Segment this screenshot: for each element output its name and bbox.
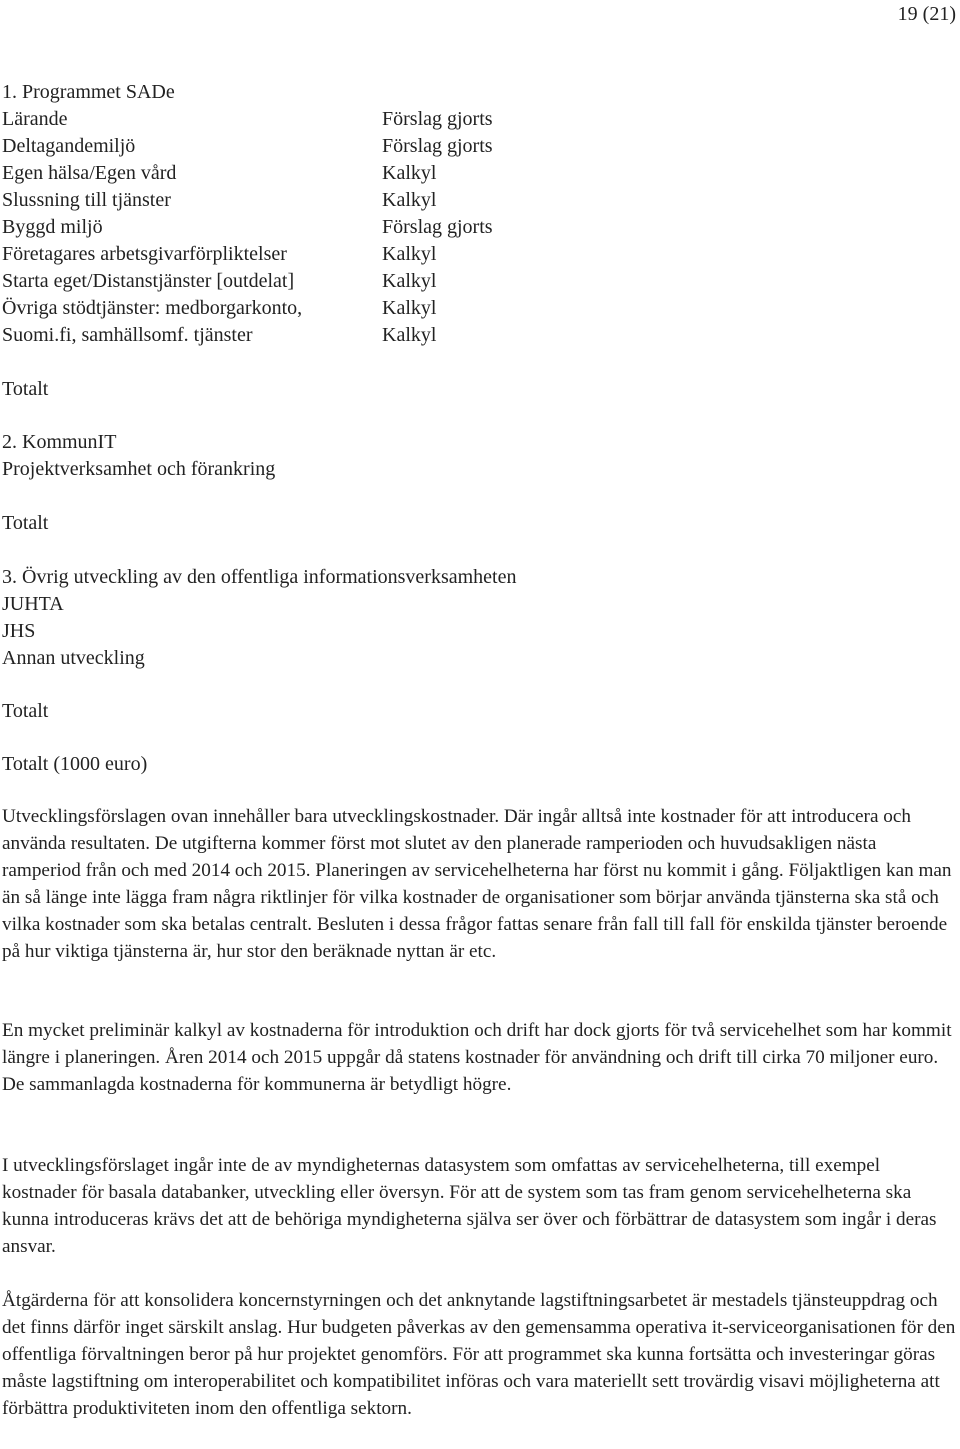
body-paragraph: Åtgärderna för att konsolidera koncernstyrningen och det anknytande lagstiftningsarbetet är mestadels tjänsteuppdrag och det finns därför inget särskilt anslag. Hur budgeten påverkas av den gemensamma operativa it-serviceorganisationen för den offentliga förvaltningen beror på hur projektet genomförs. För att programmet ska kunna fortsätta och investeringar göras måste lagstiftning om interoperabilitet och kompatibilitet införas och vara materiellt sett trovärdig visavi möjligheterna att förbättra produktiviteten inom den offentliga sektorn. bbox=[2, 1290, 956, 1419]
section1-row-status: Förslag gjorts bbox=[382, 216, 493, 238]
section1-row-label: Deltagandemiljö bbox=[2, 135, 136, 157]
section1-row-status: Kalkyl bbox=[382, 189, 437, 211]
section1-row-label: Lärande bbox=[2, 108, 68, 130]
section1-row-status: Förslag gjorts bbox=[382, 135, 493, 157]
section1-row-label: Företagares arbetsgivarförpliktelser bbox=[2, 243, 287, 265]
section2-heading: 2. KommunIT bbox=[2, 431, 117, 453]
section1-row-label: Slussning till tjänster bbox=[2, 189, 171, 211]
section1-total: Totalt bbox=[2, 378, 49, 400]
grand-total: Totalt (1000 euro) bbox=[2, 753, 148, 775]
section1-row-label: Egen hälsa/Egen vård bbox=[2, 162, 177, 184]
section1-row-status: Kalkyl bbox=[382, 297, 437, 319]
section3-row-label: JHS bbox=[2, 620, 36, 642]
section1-row-status: Kalkyl bbox=[382, 270, 437, 292]
body-paragraph: Utvecklingsförslagen ovan innehåller bara utvecklingskostnader. Där ingår alltså inte kostnader för att introducera och använda resultaten. De utgifterna kommer först mot slutet av den planerade ramperioden och huvudsakligen nästa ramperiod från och med 2014 och 2015. Planeringen av servicehelheterna har först nu kommit i gång. Följaktligen kan man än så länge inte lägga fram några riktlinjer för vilka kostnader de organisationer som börjar använda tjänsterna ska stå och vilka kostnader som ska betalas centralt. Besluten i dessa frågor fattas senare från fall till fall för enskilda tjänster beroende på hur viktiga tjänsterna är, hur stor den beräknade nyttan är etc. bbox=[2, 806, 952, 962]
section2-total: Totalt bbox=[2, 512, 49, 534]
section1-row-status: Förslag gjorts bbox=[382, 108, 493, 130]
section1-row-label: Suomi.fi, samhällsomf. tjänster bbox=[2, 324, 253, 346]
section1-row-label: Övriga stödtjänster: medborgarkonto, bbox=[2, 297, 303, 319]
body-paragraph: En mycket preliminär kalkyl av kostnaderna för introduktion och drift har dock gjorts för två servicehelhet som har kommit längre i planeringen. Åren 2014 och 2015 uppgår då statens kostnader för användning och drift till cirka 70 miljoner euro. De sammanlagda kostnaderna för kommunerna är betydligt högre. bbox=[2, 1020, 952, 1095]
section2-row-label: Projektverksamhet och förankring bbox=[2, 458, 276, 480]
section3-total: Totalt bbox=[2, 700, 49, 722]
section1-row-label: Byggd miljö bbox=[2, 216, 103, 238]
section1-row-status: Kalkyl bbox=[382, 324, 437, 346]
page-number: 19 (21) bbox=[897, 3, 956, 25]
section3-row-label: Annan utveckling bbox=[2, 647, 145, 669]
section1-row-status: Kalkyl bbox=[382, 243, 437, 265]
section1-row-status: Kalkyl bbox=[382, 162, 437, 184]
section1-row-label: Starta eget/Distanstjänster [outdelat] bbox=[2, 270, 295, 292]
section1-heading: 1. Programmet SADe bbox=[2, 81, 175, 103]
body-paragraph: I utvecklingsförslaget ingår inte de av myndigheternas datasystem som omfattas av servicehelheterna, till exempel kostnader för basala databanker, utveckling eller översyn. För att de system som tas fram genom servicehelheterna ska kunna introduceras krävs det att de behöriga myndigheterna själva ser över och förbättrar de datasystem som ingår i deras ansvar. bbox=[2, 1155, 937, 1257]
section3-row-label: JUHTA bbox=[2, 593, 64, 615]
section3-heading: 3. Övrig utveckling av den offentliga informationsverksamheten bbox=[2, 566, 517, 588]
